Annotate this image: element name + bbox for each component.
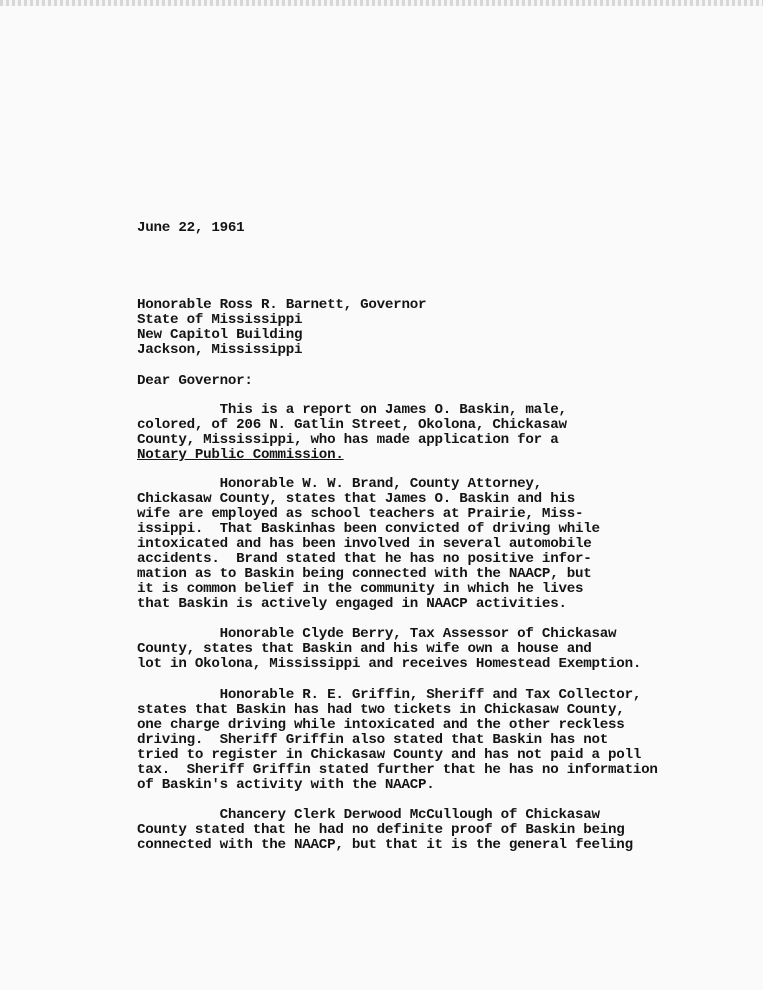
paragraph-line: lot in Okolona, Mississippi and receives Homestead Exemption. — [137, 656, 642, 672]
paragraph-line: issippi. That Baskinhas been convicted of driving while — [137, 521, 600, 537]
address-line: Jackson, Mississippi — [137, 342, 303, 358]
paragraph-line: accidents. Brand stated that he has no positive infor- — [137, 551, 592, 567]
scan-edge — [0, 0, 763, 6]
paragraph-line: Chancery Clerk Derwood McCullough of Chickasaw — [137, 807, 600, 823]
paragraph-line: County, states that Baskin and his wife own a house and — [137, 641, 592, 657]
paragraph-line: one charge driving while intoxicated and the other reckless — [137, 717, 625, 733]
paragraph-line: This is a report on James O. Baskin, male, — [137, 402, 567, 418]
paragraph-line: mation as to Baskin being connected with the NAACP, but — [137, 566, 592, 582]
paragraph-line: Honorable R. E. Griffin, Sheriff and Tax Collector, — [137, 687, 642, 703]
paragraph-line: driving. Sheriff Griffin also stated that Baskin has not — [137, 732, 609, 748]
paragraph-line: tax. Sheriff Griffin stated further that he has no information — [137, 762, 658, 778]
paragraph-line: of Baskin's activity with the NAACP. — [137, 777, 435, 793]
paragraph-line: intoxicated and has been involved in several automobile — [137, 536, 592, 552]
paragraph-line — [137, 448, 344, 463]
paragraph-line: states that Baskin has had two tickets in Chickasaw County, — [137, 702, 625, 718]
letter-date: June 22, 1961 — [137, 220, 245, 236]
address-line: New Capitol Building — [137, 327, 303, 343]
paragraph-line: that Baskin is actively engaged in NAACP activities. — [137, 596, 567, 612]
notary-commission-underlined: Notary Public Commission. — [137, 447, 344, 463]
paragraph-line: Chickasaw County, states that James O. Baskin and his — [137, 491, 575, 507]
paragraph-line: tried to register in Chickasaw County and has not paid a poll — [137, 747, 642, 763]
paragraph-line: Honorable Clyde Berry, Tax Assessor of Chickasaw — [137, 626, 617, 642]
paragraph-line: County stated that he had no definite proof of Baskin being — [137, 822, 625, 838]
paragraph-line: Honorable W. W. Brand, County Attorney, — [137, 476, 542, 492]
address-line: Honorable Ross R. Barnett, Governor — [137, 297, 427, 313]
paragraph-line: wife are employed as school teachers at Prairie, Miss- — [137, 506, 584, 522]
address-line: State of Mississippi — [137, 312, 303, 328]
paragraph-line: colored, of 206 N. Gatlin Street, Okolona, Chickasaw — [137, 417, 567, 433]
paragraph-line: County, Mississippi, who has made application for a — [137, 432, 559, 448]
salutation: Dear Governor: — [137, 373, 253, 389]
paragraph-line: it is common belief in the community in which he lives — [137, 581, 584, 597]
paragraph-line: connected with the NAACP, but that it is the general feeling — [137, 837, 633, 853]
